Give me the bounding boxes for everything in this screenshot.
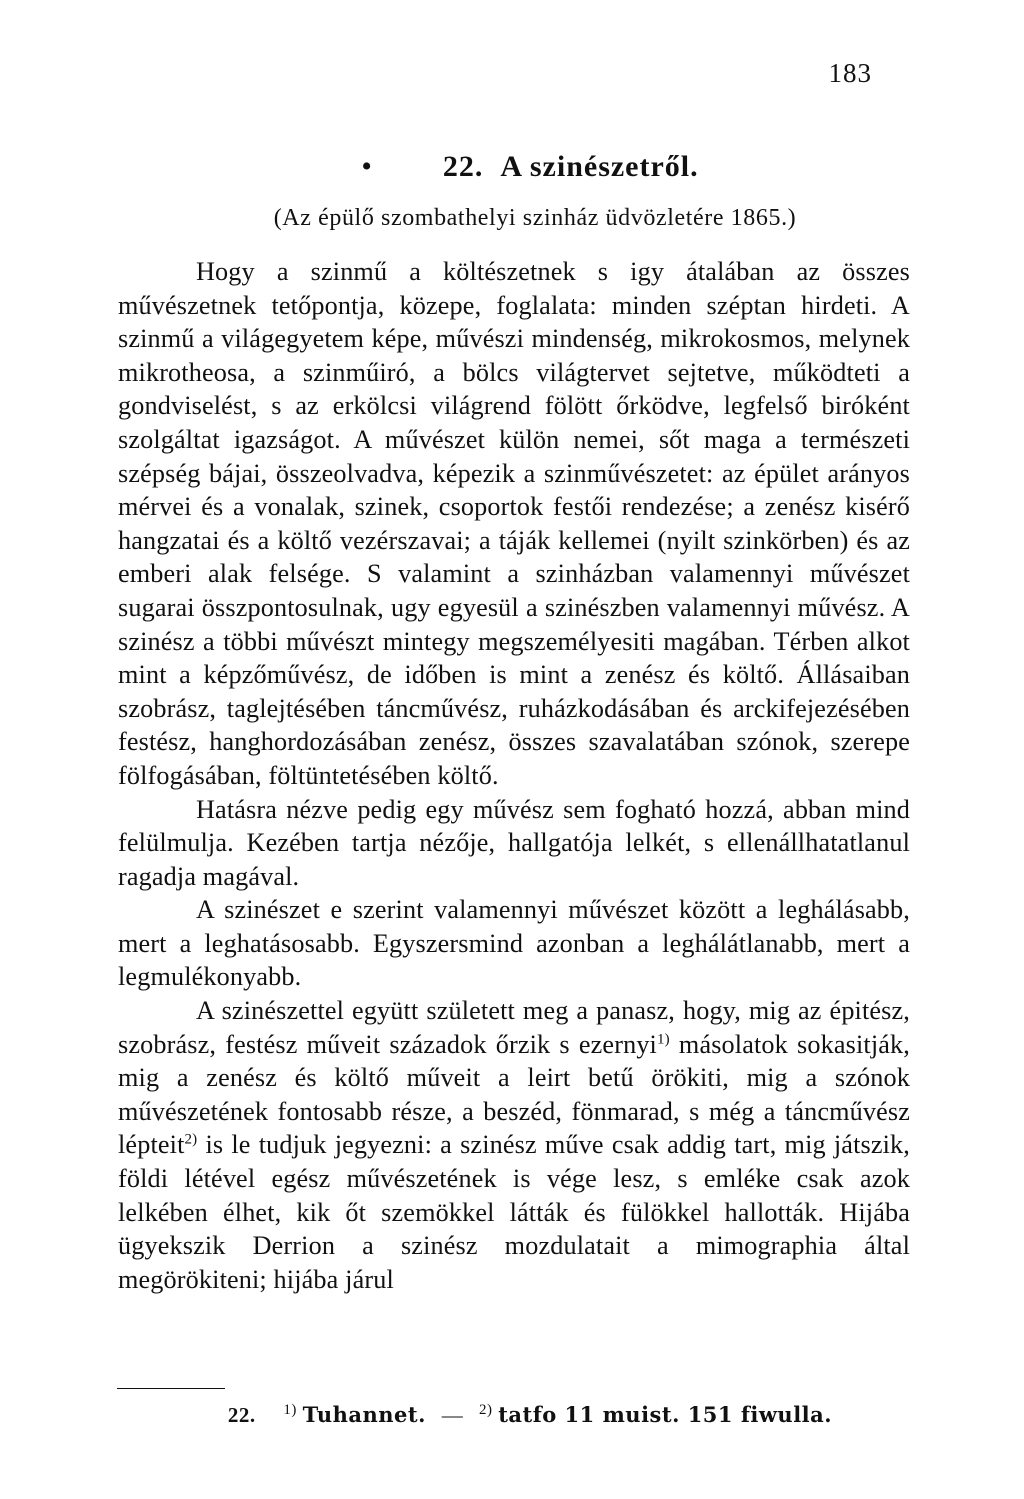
- footnote-2: tatfo 11 muist. 151 fiwulla.: [498, 1402, 833, 1427]
- chapter-heading: [150, 150, 910, 184]
- footnotes: [150, 1402, 910, 1428]
- bullet-mark: •: [361, 150, 373, 183]
- paragraph-text: is le tudjuk jegyezni: a szinész műve csak addig tart, mig játszik, földi létével egész művészetének is vége lesz, s emléke csak azok lelkében élhet, kik őt szemökkel látták és fülökkel hallották. Hijába ügyekszik Derrion a szinész mozdulatait a mimographia által megörökiteni; hijába járul: [118, 1130, 910, 1294]
- chapter-subtitle: (Az épülő szombathelyi szinház üdvözletére 1865.): [273, 205, 797, 231]
- footnote-mark-1: 1): [283, 1402, 297, 1418]
- paragraph-text: másolatok sokasitják, mig a zenész és költő műveit a leirt betű örökiti, mig a szónok művészetének fontosabb része, a beszéd, fönmarad, s még a táncművész lépteit: [118, 1029, 910, 1160]
- footnote-ref-2: 2): [184, 1131, 198, 1148]
- footnote-1: Tuhannet.: [302, 1402, 426, 1427]
- paragraph: [118, 994, 910, 1296]
- page-number: 183: [828, 58, 872, 88]
- paragraph: Hogy a szinmű a költészetnek s igy átalában az összes művészetnek tetőpontja, közepe, foglalata: minden széptan hirdeti. A szinmű a világegyetem képe, művészi mindenség, mikrokosmos, melynek mikrotheosa, a szinműiró, a bölcs világtervet sejtetve, működteti a gondviselést, s az erkölcsi világrend fölött őrködve, legfelső biróként szolgáltat igazságot. A művészet külön nemei, sőt maga a természeti szépség bájai, összeolvadva, képezik a szinművészetet: az épület arányos mérvei és a vonalak, szinek, csoportok festői rendezése; a zenész kisérő hangzatai és a költő vezérszavai; a táják kellemei (nyilt szinkörben) és az emberi alak felsége. S valamint a szinházban valamennyi művészet sugarai összpontosulnak, ugy egyesül a szinészben valamennyi művész. A szinész a többi művészt mintegy megszemélyesiti magában. Térben alkot mint a képzőművész, de időben is mint a zenész és költő. Állásaiban szobrász, taglejtésében táncművész, ruházkodásában és arckifejezésében festész, hanghordozásában zenész, összes szavalatában szónok, szerepe fölfogásában, föltüntetésében költő.: [118, 257, 910, 790]
- chapter-title: A szinészetről.: [500, 150, 699, 183]
- paragraph-text: A szinészettel együtt született meg a panasz, hogy, mig az épitész, szobrász, festész műveit századok őrzik s ezernyi: [118, 996, 910, 1059]
- footnote-chapter-ref: 22.: [227, 1403, 256, 1427]
- footnote-mark-2: 2): [478, 1402, 493, 1418]
- footnote-divider: [117, 1388, 225, 1389]
- paragraph: A szinészet e szerint valamennyi művészet között a leghálásabb, mert a leghatásosabb. Egyszersmind azonban a leghálátlanabb, mert a legmulékonyabb.: [118, 895, 910, 992]
- chapter-number: 22.: [442, 150, 484, 183]
- paragraph: Hatásra nézve pedig egy művész sem fogható hozzá, abban mind felülmulja. Kezében tartja nézője, hallgatója lelkét, s ellenállhatatlanul ragadja magával.: [118, 794, 910, 891]
- footnote-separator: —: [441, 1403, 464, 1427]
- footnote-ref-1: 1): [656, 1030, 670, 1047]
- body-text: [118, 255, 910, 1296]
